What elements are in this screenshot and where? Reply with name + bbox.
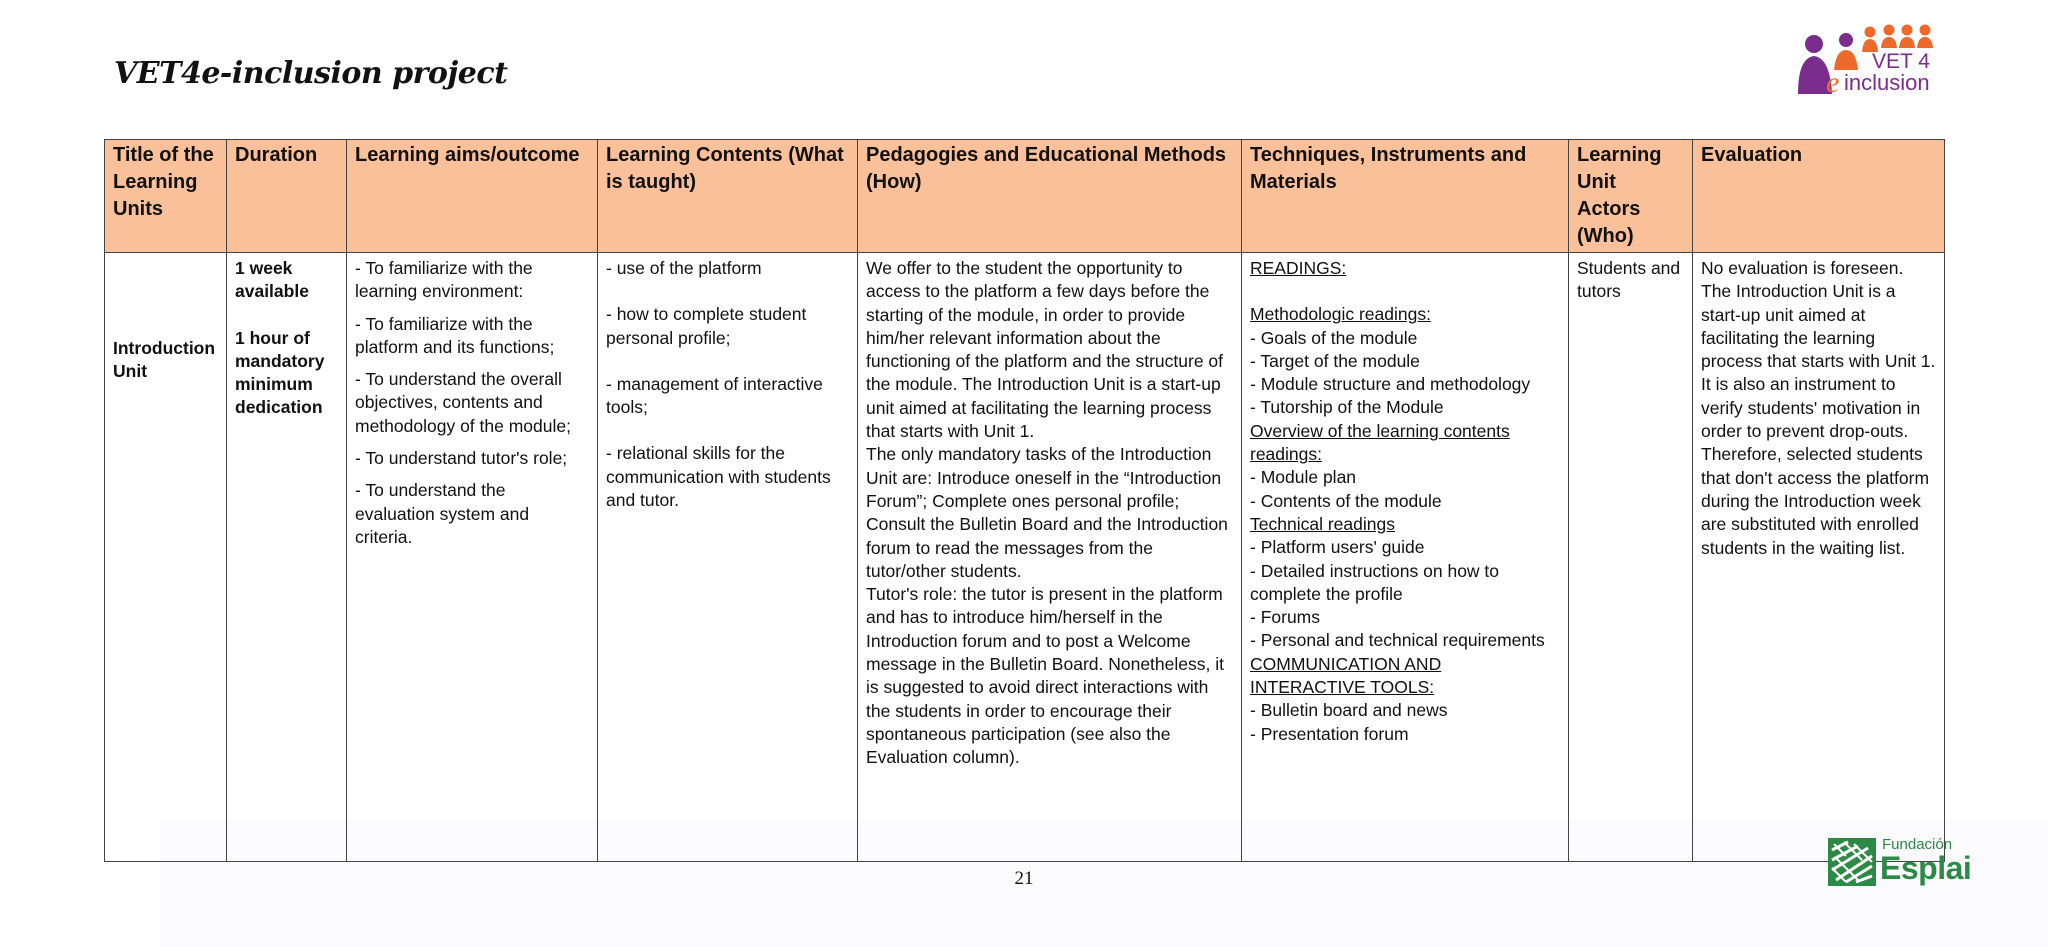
list-item: - Platform users' guide [1250,537,1425,558]
esplai-logo-line1: Fundación [1882,836,1953,853]
list-item: - Detailed instructions on how to complete the profile [1250,560,1500,604]
list-item: - Bulletin board and news [1250,700,1448,721]
technical-readings-heading: Technical readings [1250,513,1395,534]
page-number: 21 [1014,868,1034,889]
cell-techniques [1242,253,1569,862]
duration-mandatory: 1 hour of mandatory minimum dedication [235,327,325,418]
content-item: - use of the platform [606,258,762,278]
header-pedagogies: Pedagogies and Educational Methods (How) [858,140,1242,253]
overview-readings-heading: Overview of the learning contents readings: [1250,420,1510,465]
cell-learning-aims [347,253,598,862]
header-evaluation: Evaluation [1693,140,1945,253]
readings-heading: READINGS: [1250,258,1347,278]
vet4-einclusion-logo [1796,22,1942,94]
header-learning-aims: Learning aims/outcome [347,140,598,253]
evaluation-paragraph: It is also an instrument to verify students' motivation in order to prevent drop-outs. Therefore, selected students that don't access the platform during the Introduction week are substituted with enrolled students in the waiting list. [1701,374,1930,558]
communication-tools-heading: COMMUNICATION AND INTERACTIVE TOOLS: [1250,653,1442,698]
evaluation-paragraph: No evaluation is foreseen. The Introduction Unit is a start-up unit aimed at facilitating the learning process that starts with Unit 1. [1701,258,1936,372]
list-item: - Presentation forum [1250,723,1409,744]
methodologic-readings-heading: Methodologic readings: [1250,304,1431,325]
aim-item: - To familiarize with the platform and its functions; [355,313,555,357]
header-duration: Duration [227,140,347,253]
header-actors: Learning Unit Actors (Who) [1569,140,1693,253]
list-item: - Contents of the module [1250,490,1442,511]
esplai-mark-icon [1828,838,1876,886]
document-title: VET4e-inclusion project [114,56,508,91]
list-item: - Tutorship of the Module [1250,397,1444,418]
list-item: - Module structure and methodology [1250,374,1531,395]
cell-learning-contents [598,253,858,862]
esplai-logo-line2: Esplai [1880,850,1972,886]
header-learning-contents: Learning Contents (What is taught) [598,140,858,253]
content-item: - how to complete student personal profile; [606,304,807,348]
aim-item: - To understand the overall objectives, contents and methodology of the module; [355,369,571,436]
cell-actors: Students and tutors [1569,253,1693,862]
cell-evaluation [1693,253,1945,862]
pedagogy-paragraph: We offer to the student the opportunity to access to the platform a few days before the starting of the module, in order to provide him/her relevant information about the functioning of the platform and the structure of the module. The Introduction Unit is a start-up unit aimed at facilitating the learning process that starts with Unit 1. [866,258,1224,442]
content-item: - management of interactive tools; [606,373,823,418]
people-logo-icon [1796,22,1942,94]
cell-unit-title [105,253,227,862]
logo-inclusion-text: inclusion [1844,70,1930,94]
logo-e-letter: e [1826,66,1840,94]
aim-item: - To understand the evaluation system and criteria. [355,480,530,547]
table-header-row [105,140,1945,253]
fundacion-esplai-logo [1828,836,1972,890]
pedagogy-paragraph: The only mandatory tasks of the Introduction Unit are: Introduce oneself in the “Introduction Forum”; Complete ones personal profile; Consult the Bulletin Board and the Introduction forum to read the messages from the tutor/other students. [866,444,1228,581]
list-item: - Goals of the module [1250,327,1418,348]
list-item: - Target of the module [1250,350,1420,371]
list-item: - Personal and technical requirements [1250,630,1545,651]
spacer [1250,280,1560,303]
header-title-of-units: Title of the Learning Units [105,140,227,253]
list-item: - Module plan [1250,467,1357,488]
learning-units-table [104,139,1945,862]
cell-pedagogies [858,253,1242,862]
logo-vet4-text: VET 4 [1872,50,1930,73]
duration-available: 1 week available [235,258,309,302]
pedagogy-paragraph: Tutor's role: the tutor is present in the platform and has to introduce him/herself in the Introduction forum and to post a Welcome message in the Bulletin Board. Nonetheless, it is suggested to avoid direct interactions with the students in order to encourage their spontaneous participation (see also the Evaluation column). [866,584,1224,768]
aim-item: - To understand tutor's role; [355,448,568,469]
aim-item: - To familiarize with the learning environment: [355,258,533,302]
unit-title-text: Introduction Unit [113,338,216,382]
cell-duration [227,253,347,862]
list-item: - Forums [1250,607,1320,628]
content-item: - relational skills for the communication with students and tutor. [606,443,831,511]
header-techniques: Techniques, Instruments and Materials [1242,140,1569,253]
table-row [105,253,1945,862]
